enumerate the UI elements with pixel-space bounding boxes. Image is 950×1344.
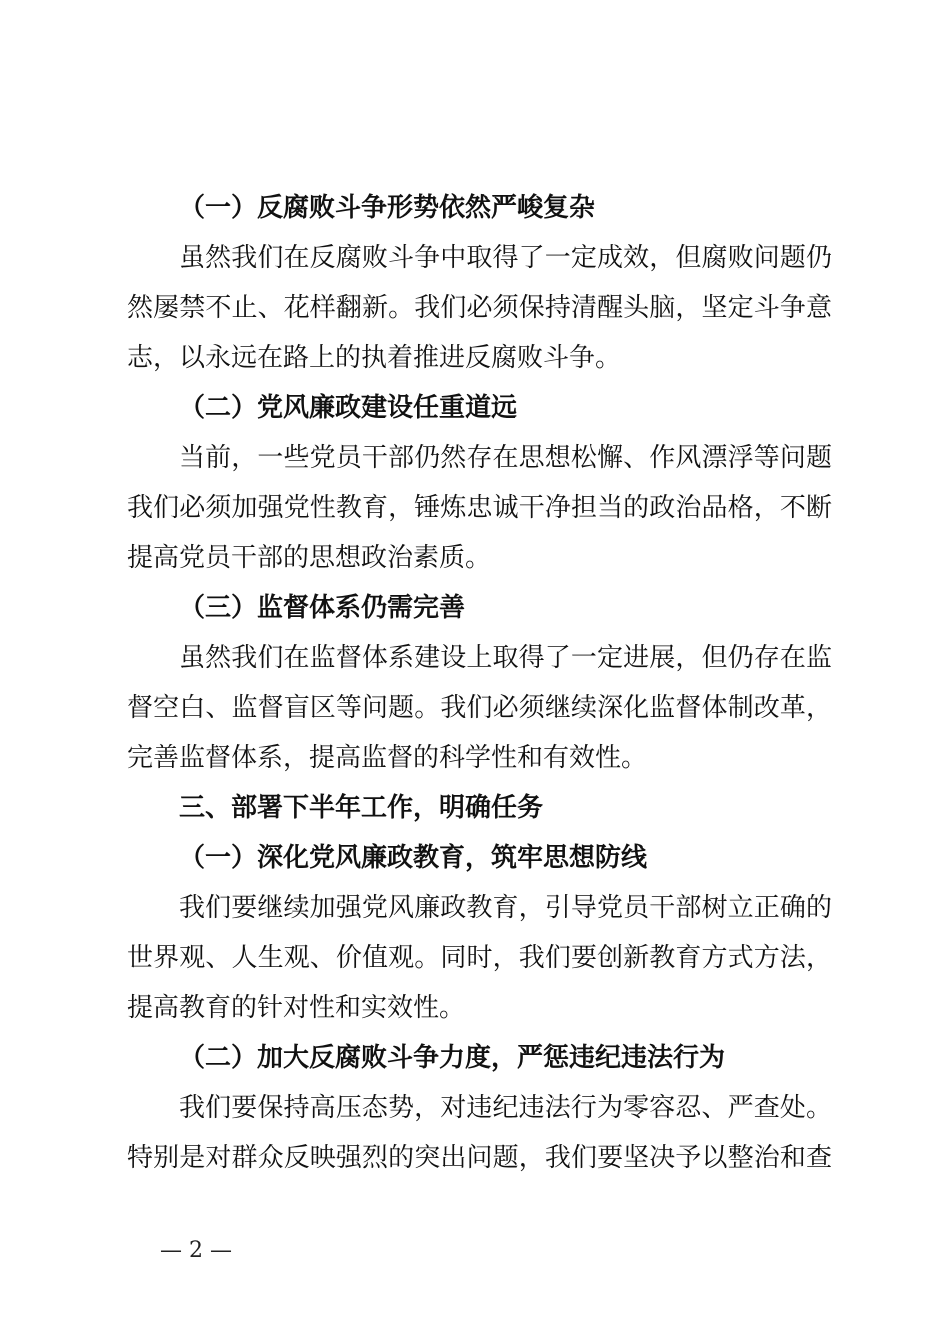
paragraph-line: 督空白、监督盲区等问题。我们必须继续深化监督体制改革， <box>127 693 832 723</box>
paragraph-line: 我们必须加强党性教育，锤炼忠诚干净担当的政治品格，不断 <box>127 493 832 523</box>
document-body <box>127 183 832 1183</box>
page-number: — 2 — <box>160 1238 232 1263</box>
paragraph-line: 我们要保持高压态势，对违纪违法行为零容忍、严查处。 <box>179 1093 832 1123</box>
paragraph-line: 然屡禁不止、花样翻新。我们必须保持清醒头脑，坚定斗争意 <box>127 293 832 323</box>
subheading-situation-severe: （一）反腐败斗争形势依然严峻复杂 <box>179 193 596 223</box>
subheading-supervision-system: （三）监督体系仍需完善 <box>179 593 466 623</box>
paragraph-line: 提高党员干部的思想政治素质。 <box>127 543 492 573</box>
paragraph-line: 我们要继续加强党风廉政教育，引导党员干部树立正确的 <box>179 893 832 923</box>
paragraph-line: 当前，一些党员干部仍然存在思想松懈、作风漂浮等问题 <box>179 443 832 473</box>
paragraph-line: 虽然我们在监督体系建设上取得了一定进展，但仍存在监 <box>179 643 832 673</box>
paragraph-line: 完善监督体系，提高监督的科学性和有效性。 <box>127 743 648 773</box>
subheading-party-conduct: （二）党风廉政建设任重道远 <box>179 393 518 423</box>
paragraph-line: 特别是对群众反映强烈的突出问题，我们要坚决予以整治和查 <box>127 1143 832 1173</box>
subheading-deepen-education: （一）深化党风廉政教育，筑牢思想防线 <box>179 843 648 873</box>
paragraph-line: 提高教育的针对性和实效性。 <box>127 993 466 1023</box>
section-heading-second-half-tasks: 三、部署下半年工作，明确任务 <box>179 793 544 823</box>
paragraph-line: 世界观、人生观、价值观。同时，我们要创新教育方式方法， <box>127 943 832 973</box>
paragraph-line: 虽然我们在反腐败斗争中取得了一定成效，但腐败问题仍 <box>179 243 832 273</box>
subheading-intensify-anticorruption: （二）加大反腐败斗争力度，严惩违纪违法行为 <box>179 1043 726 1073</box>
paragraph-line: 志，以永远在路上的执着推进反腐败斗争。 <box>127 343 622 373</box>
